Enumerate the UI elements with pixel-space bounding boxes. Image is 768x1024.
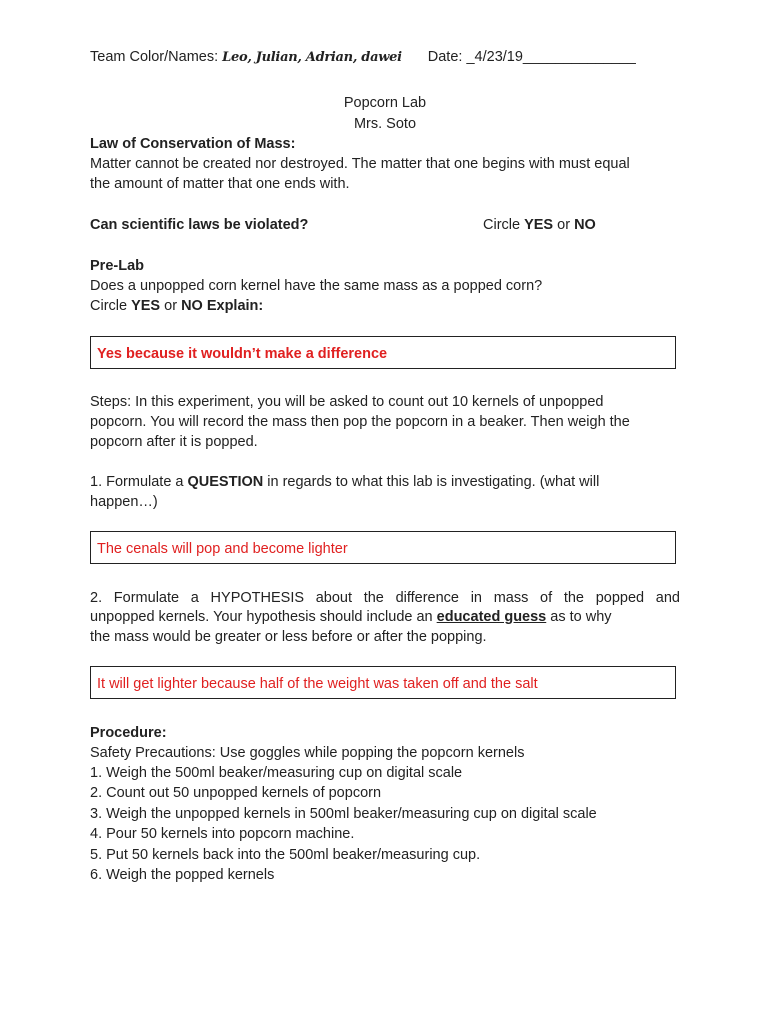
header-line <box>90 47 636 68</box>
law-heading: Law of Conservation of Mass: <box>90 136 296 152</box>
procedure-step: 4. Pour 50 kernels into popcorn machine. <box>90 826 355 842</box>
law-line-2: the amount of matter that one ends with. <box>90 176 350 192</box>
teacher-name: Mrs. Soto <box>353 116 417 132</box>
q1-suffix: in regards to what this lab is investigating. (what will <box>263 474 600 490</box>
q2-keyword: educated guess <box>436 609 547 625</box>
q2-line-2 <box>90 607 612 627</box>
q1-keyword: QUESTION <box>187 474 264 490</box>
circle-prefix: Circle <box>90 298 132 314</box>
yes-option: YES <box>131 298 161 314</box>
q2-prefix: unpopped kernels. Your hypothesis should include an <box>90 609 437 625</box>
law-line-1: Matter cannot be created nor destroyed. The matter that one begins with must equal <box>90 156 630 172</box>
date-value: _4/23/19______________ <box>466 49 636 65</box>
yes-option: YES <box>524 217 554 233</box>
steps-line-3: popcorn after it is popped. <box>90 434 258 450</box>
q2-line-3: the mass would be greater or less before or after the popping. <box>90 629 487 645</box>
procedure-step: 3. Weigh the unpopped kernels in 500ml beaker/measuring cup on digital scale <box>90 806 597 822</box>
procedure-heading: Procedure: <box>90 725 167 741</box>
q2-line-1: 2. Formulate a HYPOTHESIS about the difference in mass of the popped and <box>90 590 680 606</box>
or-text: or <box>553 217 575 233</box>
q1-line-2: happen…) <box>90 494 158 510</box>
date-label: Date: <box>427 49 463 65</box>
laws-question: Can scientific laws be violated? <box>90 217 309 233</box>
procedure-step: 2. Count out 50 unpopped kernels of popcorn <box>90 785 382 801</box>
circle-prefix: Circle <box>483 217 525 233</box>
no-explain-option: NO Explain: <box>181 298 264 314</box>
prelab-question: Does a unpopped corn kernel have the same mass as a popped corn? <box>90 278 543 294</box>
prelab-heading: Pre-Lab <box>90 258 144 274</box>
steps-line-1: Steps: In this experiment, you will be asked to count out 10 kernels of unpopped <box>90 394 604 410</box>
procedure-step: 1. Weigh the 500ml beaker/measuring cup on digital scale <box>90 765 463 781</box>
or-text: or <box>160 298 182 314</box>
page-title: Popcorn Lab <box>343 95 427 111</box>
safety-precautions: Safety Precautions: Use goggles while popping the popcorn kernels <box>90 745 525 761</box>
team-names-handwritten: Leo, Julian, Adrian, dawei <box>222 50 402 65</box>
q1-answer-box[interactable]: The cenals will pop and become lighter <box>90 531 676 564</box>
no-option: NO <box>574 217 596 233</box>
procedure-step: 6. Weigh the popped kernels <box>90 867 275 883</box>
laws-circle-choice <box>483 215 596 235</box>
prelab-circle-choice <box>90 296 263 316</box>
q1-prefix: 1. Formulate a <box>90 474 188 490</box>
q2-suffix: as to why <box>546 609 612 625</box>
procedure-step: 5. Put 50 kernels back into the 500ml beaker/measuring cup. <box>90 847 481 863</box>
q1-line-1 <box>90 472 599 492</box>
prelab-answer-box[interactable]: Yes because it wouldn’t make a difference <box>90 336 676 369</box>
steps-line-2: popcorn. You will record the mass then pop the popcorn in a beaker. Then weigh the <box>90 414 630 430</box>
team-label: Team Color/Names: <box>90 49 219 65</box>
q2-answer-box[interactable]: It will get lighter because half of the weight was taken off and the salt <box>90 666 676 699</box>
